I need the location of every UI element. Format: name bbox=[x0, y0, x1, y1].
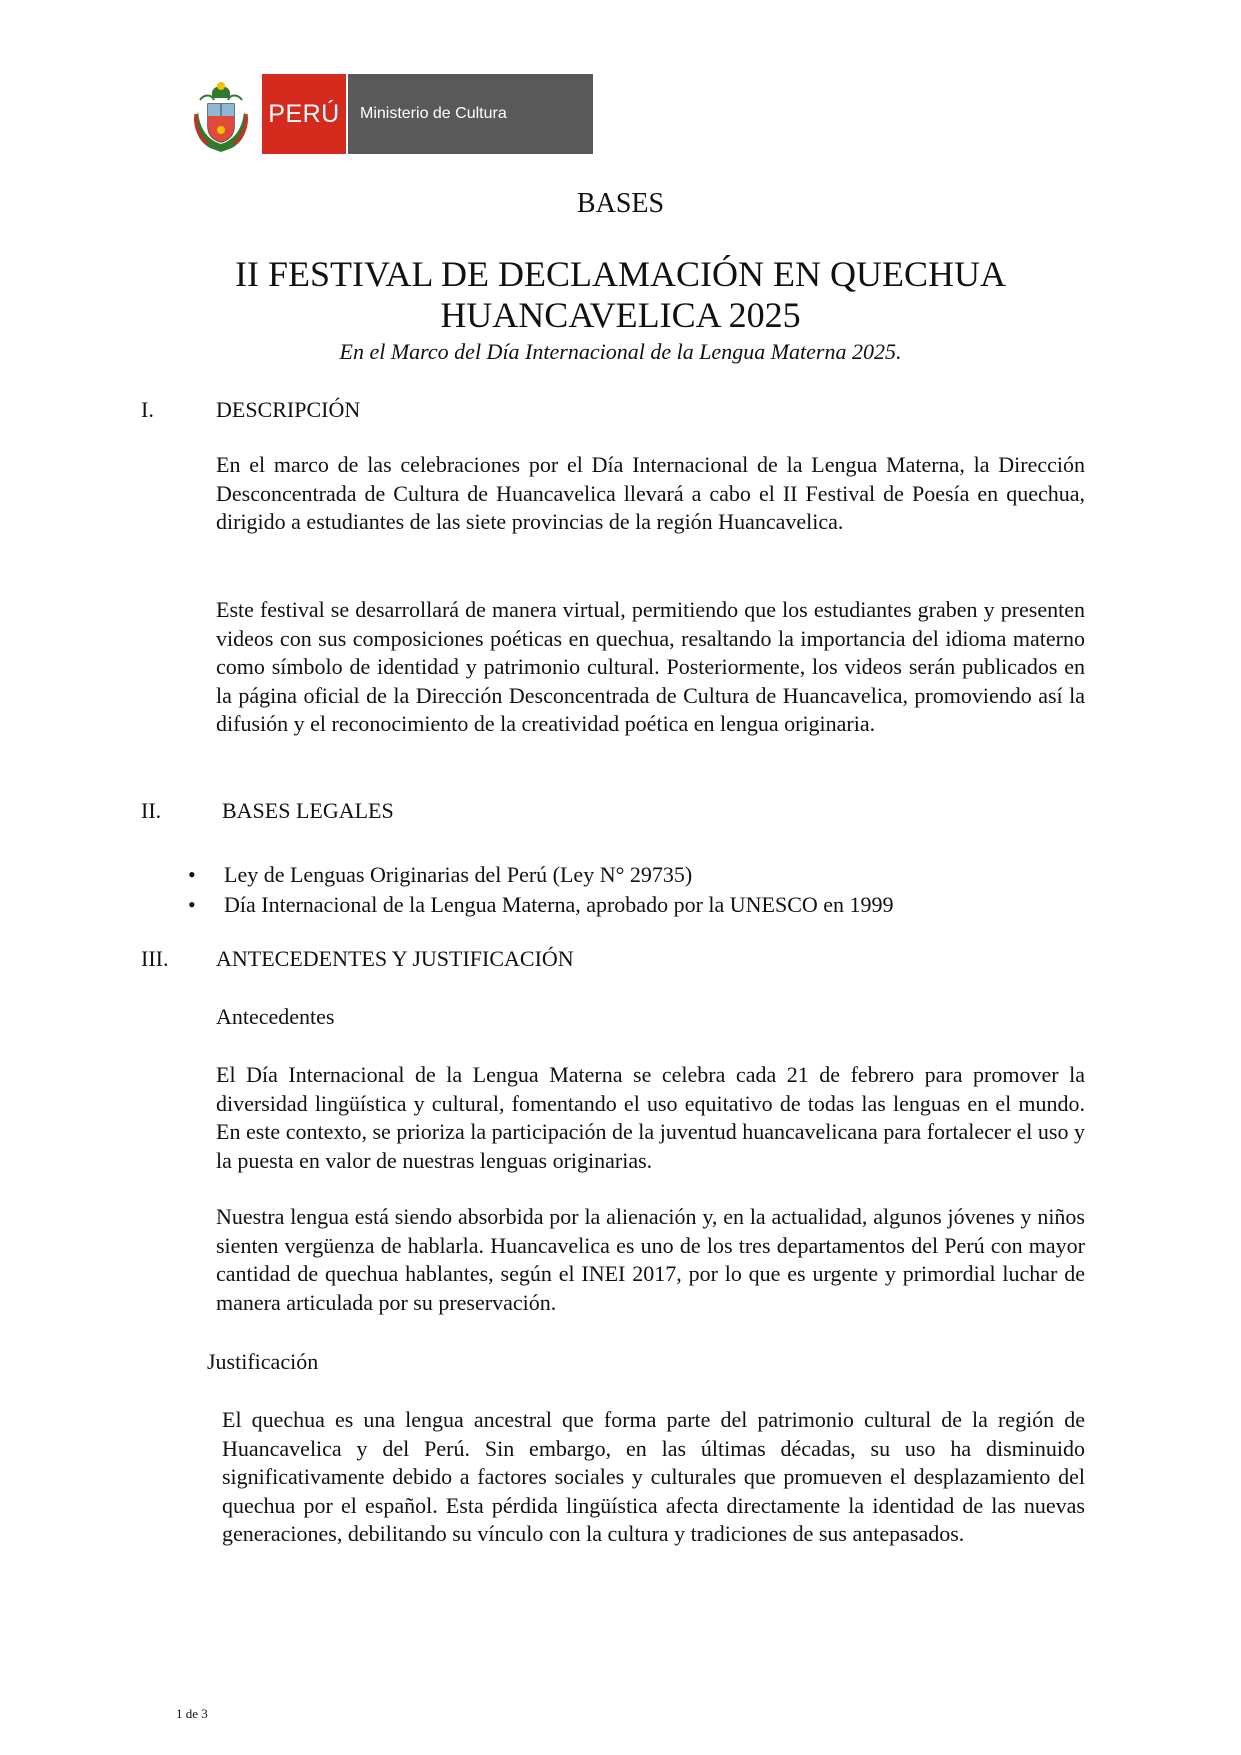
list-item-text: Ley de Lenguas Originarias del Perú (Ley N° 29735) bbox=[224, 862, 693, 887]
list-item bbox=[186, 860, 894, 890]
peru-coat-of-arms-icon bbox=[190, 74, 252, 154]
section-number: III. bbox=[141, 946, 169, 971]
list-item bbox=[186, 890, 894, 920]
ministry-logo bbox=[190, 74, 593, 154]
descripcion-paragraph-1: En el marco de las celebraciones por el Día Internacional de la Lengua Materna, la Dirección Desconcentrada de Cultura de Huancavelica llevará a cabo el II Festival de Poesía en quechua, dirigido a estudiantes de las siete provincias de la región Huancavelica. bbox=[216, 452, 1085, 534]
antecedentes-paragraph-2: Nuestra lengua está siendo absorbida por la alienación y, en la actualidad, algunos jóvenes y niños sienten vergüenza de hablarla. Huancavelica es uno de los tres departamentos del Perú con mayor cantidad de quechua hablantes, según el INEI 2017, por lo que es urgente y primordial luchar de manera articulada por su preservación. bbox=[216, 1204, 1085, 1315]
section-title: BASES LEGALES bbox=[222, 798, 394, 823]
ministry-label: Ministerio de Cultura bbox=[348, 74, 593, 154]
section-number: II. bbox=[141, 798, 162, 823]
section-number: I. bbox=[141, 397, 154, 422]
document-kind: BASES bbox=[576, 188, 665, 219]
antecedentes-paragraph-1: El Día Internacional de la Lengua Materna se celebra cada 21 de febrero para promover la diversidad lingüística y cultural, fomentando el uso equitativo de todas las lenguas en el mundo. En este contexto, se prioriza la participación de la juventud huancavelicana para fortalecer el uso y la puesta en valor de nuestras lenguas originarias. bbox=[216, 1062, 1085, 1173]
section-title: DESCRIPCIÓN bbox=[216, 397, 361, 422]
festival-title-line1: II FESTIVAL DE DECLAMACIÓN EN QUECHUA bbox=[235, 254, 1006, 294]
section-title: ANTECEDENTES Y JUSTIFICACIÓN bbox=[216, 946, 574, 971]
legal-bases-list bbox=[186, 860, 894, 920]
festival-title-line2: HUANCAVELICA 2025 bbox=[440, 295, 801, 335]
subsection-antecedentes: Antecedentes bbox=[216, 1004, 335, 1029]
list-item-text: Día Internacional de la Lengua Materna, aprobado por la UNESCO en 1999 bbox=[224, 892, 894, 917]
bullet-icon: • bbox=[188, 862, 196, 887]
bullet-icon: • bbox=[188, 892, 196, 917]
justificacion-paragraph: El quechua es una lengua ancestral que forma parte del patrimonio cultural de la región de Huancavelica y del Perú. Sin embargo, en las últimas décadas, su uso ha disminuido significativamente debido a factores sociales y culturales que promueven el desplazamiento del quechua por el español. Esta pérdida lingüística afecta directamente la identidad de las nuevas generaciones, debilitando su vínculo con la cultura y tradiciones de sus antepasados. bbox=[222, 1407, 1085, 1546]
page-number: 1 de 3 bbox=[176, 1706, 208, 1721]
festival-subtitle: En el Marco del Día Internacional de la Lengua Materna 2025. bbox=[339, 339, 902, 364]
festival-title bbox=[0, 254, 1241, 336]
subsection-justificacion: Justificación bbox=[207, 1349, 319, 1374]
peru-label: PERÚ bbox=[262, 74, 346, 154]
descripcion-paragraph-2: Este festival se desarrollará de manera virtual, permitiendo que los estudiantes graben y presenten videos con sus composiciones poéticas en quechua, resaltando la importancia del idioma materno como símbolo de identidad y patrimonio cultural. Posteriormente, los videos serán publicados en la página oficial de la Dirección Desconcentrada de Cultura de Huancavelica, promoviendo así la difusión y el reconocimiento de la creatividad poética en lengua originaria. bbox=[216, 597, 1085, 736]
